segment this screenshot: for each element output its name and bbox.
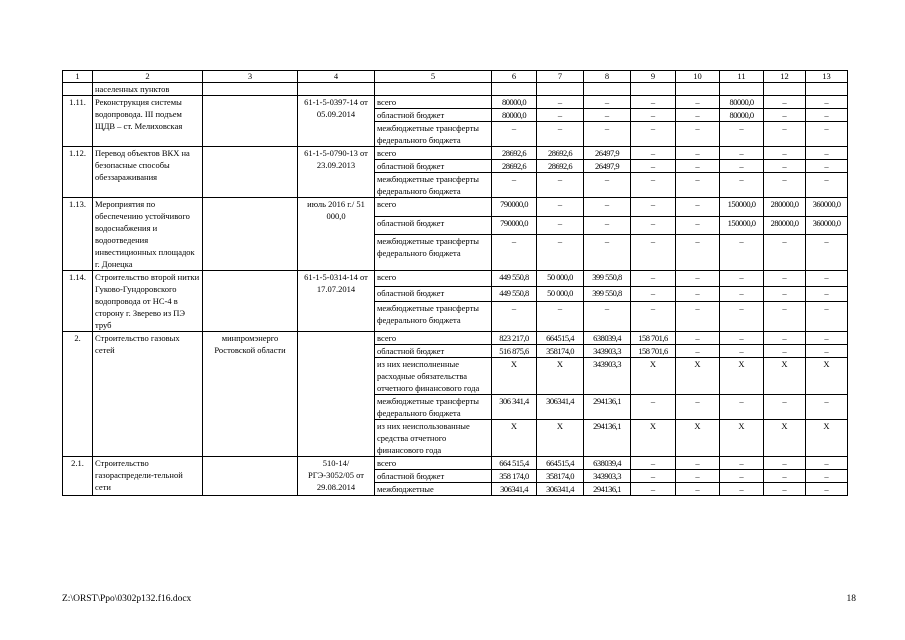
value-cell: – bbox=[631, 286, 676, 302]
value-cell: X bbox=[537, 358, 584, 395]
value-cell: – bbox=[720, 332, 764, 345]
value-cell: – bbox=[537, 216, 584, 235]
item-number: 1.11. bbox=[63, 96, 93, 147]
value-cell: 664515,4 bbox=[537, 457, 584, 470]
value-cell: X bbox=[806, 358, 848, 395]
value-cell: – bbox=[720, 122, 764, 147]
value-cell: 790000,0 bbox=[492, 216, 537, 235]
value-cell: – bbox=[584, 235, 631, 271]
value-cell: – bbox=[676, 147, 720, 160]
col-header: 13 bbox=[806, 71, 848, 83]
funding-source-label: межбюджетные трансферты федерального бюджета bbox=[375, 302, 492, 332]
value-cell: 360000,0 bbox=[806, 198, 848, 217]
value-cell: – bbox=[676, 122, 720, 147]
value-cell: – bbox=[631, 122, 676, 147]
value-cell: – bbox=[631, 470, 676, 483]
value-cell: – bbox=[537, 302, 584, 332]
value-cell: 50 000,0 bbox=[537, 271, 584, 287]
value-cell: – bbox=[806, 271, 848, 287]
funding-source-label: областной бюджет bbox=[375, 109, 492, 122]
funding-source-label: всего bbox=[375, 332, 492, 345]
value-cell: X bbox=[631, 420, 676, 457]
value-cell: 306341,4 bbox=[492, 483, 537, 496]
col-header: 3 bbox=[203, 71, 298, 83]
value-cell: 343903,3 bbox=[584, 358, 631, 395]
value-cell: 358 174,0 bbox=[492, 470, 537, 483]
value-cell: – bbox=[492, 122, 537, 147]
value-cell: 150000,0 bbox=[720, 216, 764, 235]
value-cell: – bbox=[806, 395, 848, 420]
funding-source-label: межбюджетные bbox=[375, 483, 492, 496]
value-cell: – bbox=[676, 198, 720, 217]
value-cell: – bbox=[806, 173, 848, 198]
value-cell: X bbox=[492, 358, 537, 395]
value-cell: – bbox=[584, 96, 631, 109]
value-cell: – bbox=[676, 173, 720, 198]
item-number: 1.13. bbox=[63, 198, 93, 271]
value-cell: – bbox=[631, 302, 676, 332]
value-cell: X bbox=[720, 358, 764, 395]
value-cell: – bbox=[806, 96, 848, 109]
value-cell: 28692,6 bbox=[492, 160, 537, 173]
value-cell: – bbox=[764, 483, 806, 496]
value-cell: 294136,1 bbox=[584, 395, 631, 420]
value-cell: 449 550,8 bbox=[492, 286, 537, 302]
value-cell: – bbox=[537, 173, 584, 198]
item-number: 1.14. bbox=[63, 271, 93, 332]
value-cell: – bbox=[676, 271, 720, 287]
item-name: Строительство второй нитки Гуково-Гундоровского водопровода от НС-4 в сторону г. Зверево из ПЭ труб bbox=[93, 271, 203, 332]
value-cell: – bbox=[631, 198, 676, 217]
value-cell: 358174,0 bbox=[537, 470, 584, 483]
value-cell: X bbox=[764, 420, 806, 457]
value-cell: – bbox=[676, 395, 720, 420]
value-cell: – bbox=[806, 147, 848, 160]
value-cell: – bbox=[631, 173, 676, 198]
table-row bbox=[63, 332, 848, 345]
value-cell: 399 550,8 bbox=[584, 286, 631, 302]
value-cell: – bbox=[631, 235, 676, 271]
funding-source-label: всего bbox=[375, 96, 492, 109]
funding-source-label: из них неиспользованные средства отчетного финансового года bbox=[375, 420, 492, 457]
value-cell: – bbox=[492, 235, 537, 271]
value-cell: 280000,0 bbox=[764, 198, 806, 217]
col-header: 11 bbox=[720, 71, 764, 83]
value-cell: 80000,0 bbox=[492, 109, 537, 122]
item-name: Строительство газораспредели-тельной сети bbox=[93, 457, 203, 496]
value-cell: – bbox=[720, 302, 764, 332]
funding-source-label: областной бюджет bbox=[375, 160, 492, 173]
funding-source-label: межбюджетные трансферты федерального бюджета bbox=[375, 235, 492, 271]
funding-source-label: областной бюджет bbox=[375, 286, 492, 302]
value-cell: – bbox=[806, 457, 848, 470]
item-document: июль 2016 г./ 51 000,0 bbox=[298, 198, 375, 271]
value-cell: X bbox=[537, 420, 584, 457]
value-cell: – bbox=[631, 216, 676, 235]
value-cell: – bbox=[806, 286, 848, 302]
value-cell: – bbox=[537, 96, 584, 109]
value-cell: 26497,9 bbox=[584, 160, 631, 173]
col-header: 9 bbox=[631, 71, 676, 83]
value-cell: – bbox=[764, 345, 806, 358]
value-cell: – bbox=[806, 109, 848, 122]
value-cell: – bbox=[806, 470, 848, 483]
value-cell: – bbox=[676, 470, 720, 483]
value-cell: 638039,4 bbox=[584, 332, 631, 345]
value-cell: – bbox=[631, 271, 676, 287]
table-row bbox=[63, 271, 848, 287]
value-cell: 80000,0 bbox=[720, 96, 764, 109]
value-cell: X bbox=[806, 420, 848, 457]
value-cell: 516 875,6 bbox=[492, 345, 537, 358]
value-cell: 28692,6 bbox=[537, 147, 584, 160]
value-cell: X bbox=[764, 358, 806, 395]
value-cell: 358174,0 bbox=[537, 345, 584, 358]
value-cell: – bbox=[631, 96, 676, 109]
value-cell: – bbox=[764, 470, 806, 483]
value-cell: – bbox=[492, 302, 537, 332]
budget-table-sheet bbox=[62, 70, 848, 496]
value-cell: – bbox=[537, 198, 584, 217]
value-cell: – bbox=[676, 160, 720, 173]
value-cell: – bbox=[764, 457, 806, 470]
value-cell: – bbox=[537, 122, 584, 147]
value-cell: 294136,1 bbox=[584, 483, 631, 496]
value-cell: – bbox=[764, 160, 806, 173]
funding-source-label: межбюджетные трансферты федерального бюджета bbox=[375, 122, 492, 147]
value-cell: 306341,4 bbox=[537, 395, 584, 420]
item-document: 61-1-5-0790-13 от 23.09.2013 bbox=[298, 147, 375, 198]
value-cell: 306341,4 bbox=[537, 483, 584, 496]
table-row bbox=[63, 147, 848, 160]
item-executor: минпромэнерго Ростовской области bbox=[203, 332, 298, 457]
value-cell: 80000,0 bbox=[492, 96, 537, 109]
value-cell: – bbox=[764, 395, 806, 420]
budget-table bbox=[62, 70, 848, 496]
funding-source-label: областной бюджет bbox=[375, 216, 492, 235]
table-row bbox=[63, 96, 848, 109]
value-cell: X bbox=[720, 420, 764, 457]
value-cell: X bbox=[492, 420, 537, 457]
value-cell: – bbox=[720, 395, 764, 420]
value-cell: 343903,3 bbox=[584, 345, 631, 358]
value-cell: 664515,4 bbox=[537, 332, 584, 345]
value-cell: 664 515,4 bbox=[492, 457, 537, 470]
value-cell: – bbox=[720, 457, 764, 470]
value-cell: – bbox=[806, 345, 848, 358]
col-header: 10 bbox=[676, 71, 720, 83]
value-cell: – bbox=[764, 96, 806, 109]
value-cell: – bbox=[631, 109, 676, 122]
value-cell: – bbox=[806, 332, 848, 345]
value-cell: 26497,9 bbox=[584, 147, 631, 160]
continuation-row bbox=[63, 83, 848, 96]
item-name: Мероприятия по обеспечению устойчивого водоснабжения и водоотведения инвестиционных площадок г. Донецка bbox=[93, 198, 203, 271]
item-document: 61-1-5-0397-14 от 05.09.2014 bbox=[298, 96, 375, 147]
value-cell: 28692,6 bbox=[492, 147, 537, 160]
funding-source-label: всего bbox=[375, 271, 492, 287]
value-cell: – bbox=[720, 345, 764, 358]
value-cell: – bbox=[492, 173, 537, 198]
item-name: Реконструкция системы водопровода. III подъем ЩДВ – ст. Мелиховская bbox=[93, 96, 203, 147]
value-cell: – bbox=[631, 483, 676, 496]
col-header: 8 bbox=[584, 71, 631, 83]
value-cell: – bbox=[720, 483, 764, 496]
value-cell: – bbox=[720, 286, 764, 302]
value-cell: – bbox=[764, 332, 806, 345]
value-cell: 343903,3 bbox=[584, 470, 631, 483]
value-cell: 150000,0 bbox=[720, 198, 764, 217]
col-header: 7 bbox=[537, 71, 584, 83]
value-cell: – bbox=[806, 160, 848, 173]
value-cell: – bbox=[764, 235, 806, 271]
value-cell: – bbox=[631, 147, 676, 160]
value-cell: – bbox=[676, 332, 720, 345]
value-cell: – bbox=[676, 286, 720, 302]
funding-source-label: областной бюджет bbox=[375, 470, 492, 483]
value-cell: – bbox=[720, 271, 764, 287]
value-cell: 399 550,8 bbox=[584, 271, 631, 287]
value-cell: X bbox=[676, 420, 720, 457]
value-cell: – bbox=[584, 302, 631, 332]
value-cell: 158 701,6 bbox=[631, 345, 676, 358]
value-cell: – bbox=[537, 235, 584, 271]
funding-source-label: всего bbox=[375, 457, 492, 470]
table-row bbox=[63, 457, 848, 470]
funding-source-label: всего bbox=[375, 147, 492, 160]
item-document: 61-1-5-0314-14 от 17.07.2014 bbox=[298, 271, 375, 332]
value-cell: 280000,0 bbox=[764, 216, 806, 235]
value-cell: – bbox=[764, 271, 806, 287]
funding-source-label: всего bbox=[375, 198, 492, 217]
value-cell: 28692,6 bbox=[537, 160, 584, 173]
value-cell: X bbox=[631, 358, 676, 395]
value-cell: – bbox=[676, 457, 720, 470]
item-executor bbox=[203, 198, 298, 271]
col-header: 12 bbox=[764, 71, 806, 83]
footer-page-number: 18 bbox=[846, 594, 856, 604]
value-cell: 360000,0 bbox=[806, 216, 848, 235]
value-cell: – bbox=[764, 302, 806, 332]
item-document bbox=[298, 332, 375, 457]
value-cell: – bbox=[720, 235, 764, 271]
value-cell: – bbox=[764, 286, 806, 302]
value-cell: – bbox=[676, 216, 720, 235]
value-cell: X bbox=[676, 358, 720, 395]
value-cell: 449 550,8 bbox=[492, 271, 537, 287]
value-cell: – bbox=[537, 109, 584, 122]
value-cell: 638039,4 bbox=[584, 457, 631, 470]
value-cell: – bbox=[764, 173, 806, 198]
value-cell: – bbox=[676, 109, 720, 122]
value-cell: – bbox=[584, 198, 631, 217]
item-name: Перевод объектов ВКХ на безопасные способы обеззараживания bbox=[93, 147, 203, 198]
value-cell: – bbox=[764, 147, 806, 160]
funding-source-label: межбюджетные трансферты федерального бюджета bbox=[375, 395, 492, 420]
item-executor bbox=[203, 96, 298, 147]
value-cell: 790000,0 bbox=[492, 198, 537, 217]
value-cell: – bbox=[720, 173, 764, 198]
value-cell: – bbox=[720, 160, 764, 173]
funding-source-label: из них неисполненные расходные обязательства отчетного финансового года bbox=[375, 358, 492, 395]
item-executor bbox=[203, 457, 298, 496]
value-cell: – bbox=[676, 345, 720, 358]
item-executor bbox=[203, 147, 298, 198]
value-cell: – bbox=[806, 483, 848, 496]
item-document: 510-14/РГЭ-3052/05 от 29.08.2014 bbox=[298, 457, 375, 496]
value-cell: – bbox=[806, 235, 848, 271]
footer-file-path: Z:\ORST\Ppo\0302p132.f16.docx bbox=[62, 594, 192, 604]
value-cell: – bbox=[764, 109, 806, 122]
value-cell: – bbox=[631, 457, 676, 470]
item-number: 2. bbox=[63, 332, 93, 457]
value-cell: 294136,1 bbox=[584, 420, 631, 457]
continuation-text: населенных пунктов bbox=[93, 83, 203, 96]
value-cell: – bbox=[806, 302, 848, 332]
value-cell: – bbox=[676, 483, 720, 496]
item-number: 2.1. bbox=[63, 457, 93, 496]
value-cell: 50 000,0 bbox=[537, 286, 584, 302]
header-row bbox=[63, 71, 848, 83]
value-cell: – bbox=[676, 302, 720, 332]
col-header: 6 bbox=[492, 71, 537, 83]
item-name: Строительство газовых сетей bbox=[93, 332, 203, 457]
value-cell: 823 217,0 bbox=[492, 332, 537, 345]
item-number: 1.12. bbox=[63, 147, 93, 198]
value-cell: 80000,0 bbox=[720, 109, 764, 122]
value-cell: – bbox=[720, 147, 764, 160]
table-row bbox=[63, 198, 848, 217]
value-cell: – bbox=[806, 122, 848, 147]
item-executor bbox=[203, 271, 298, 332]
value-cell: 158 701,6 bbox=[631, 332, 676, 345]
col-header: 4 bbox=[298, 71, 375, 83]
value-cell: – bbox=[631, 395, 676, 420]
value-cell: – bbox=[631, 160, 676, 173]
funding-source-label: межбюджетные трансферты федерального бюджета bbox=[375, 173, 492, 198]
col-header: 2 bbox=[93, 71, 203, 83]
value-cell: – bbox=[584, 122, 631, 147]
value-cell: – bbox=[584, 109, 631, 122]
value-cell: – bbox=[764, 122, 806, 147]
value-cell: 306 341,4 bbox=[492, 395, 537, 420]
value-cell: – bbox=[584, 216, 631, 235]
col-header: 1 bbox=[63, 71, 93, 83]
value-cell: – bbox=[676, 235, 720, 271]
funding-source-label: областной бюджет bbox=[375, 345, 492, 358]
value-cell: – bbox=[676, 96, 720, 109]
value-cell: – bbox=[720, 470, 764, 483]
value-cell: – bbox=[584, 173, 631, 198]
col-header: 5 bbox=[375, 71, 492, 83]
